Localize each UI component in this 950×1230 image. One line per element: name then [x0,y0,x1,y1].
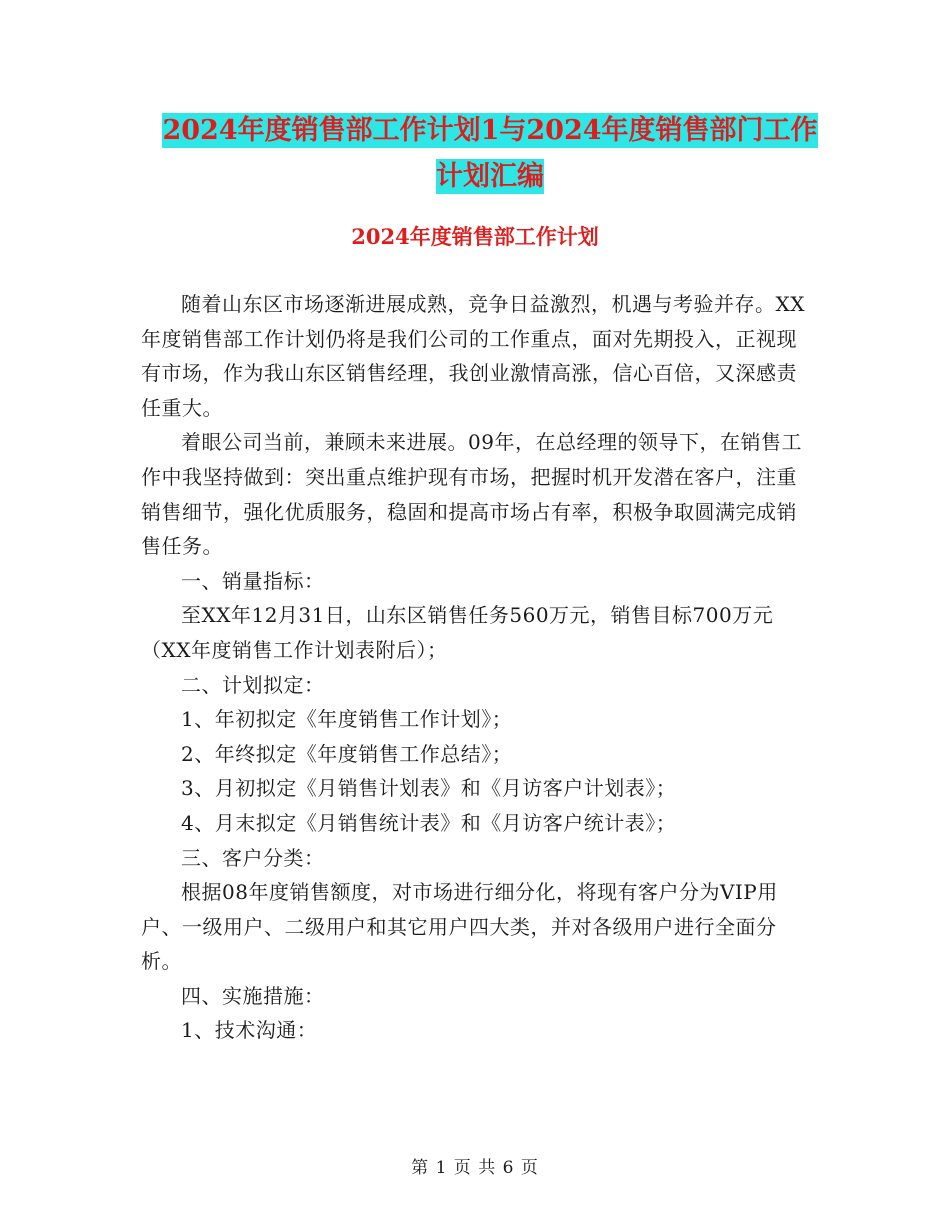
heading-plan: 二、计划拟定： [181,672,325,697]
page-footer: 第 1 页 共 6 页 [411,1158,539,1178]
heading-customer-classification: 三、客户分类： [181,845,325,870]
document-body [141,287,811,1048]
document-title-line2: 计划汇编 [436,161,544,192]
document-title-line1: 2024年度销售部工作计划1与2024年度销售部门工作 [162,115,818,146]
heading-measures: 四、实施措施： [181,983,325,1008]
list-item: 4、月末拟定《月销售统计表》和《月访客户统计表》； [181,810,677,835]
document-title [140,108,840,200]
list-item: 1、年初拟定《年度销售工作计划》； [181,707,513,732]
paragraph: 着眼公司当前，兼顾未来进展。09年，在总经理的领导下，在销售工作中我坚持做到：突出重点维护现有市场，把握时机开发潜在客户，注重销售细节，强化优质服务，稳固和提高市场占有率，积极争取圆满完成销售任务。 [141,430,802,559]
paragraph: 至XX年12月31日，山东区销售任务560万元，销售目标700万元（XX年度销售工作计划表附后）； [141,603,774,662]
heading-sales-target: 一、销量指标： [181,568,325,593]
paragraph: 根据08年度销售额度，对市场进行细分化，将现有客户分为VIP用户、一级用户、二级用户和其它用户四大类，并对各级用户进行全面分析。 [141,880,778,974]
list-item: 3、月初拟定《月销售计划表》和《月访客户计划表》； [181,776,677,801]
list-item: 1、技术沟通： [181,1018,318,1043]
list-item: 2、年终拟定《年度销售工作总结》； [181,741,513,766]
paragraph: 随着山东区市场逐渐进展成熟，竞争日益激烈，机遇与考验并存。XX年度销售部工作计划仍将是我们公司的工作重点，面对先期投入，正视现有市场，作为我山东区销售经理，我创业激情高涨，信心百倍，又深感责任重大。 [141,292,805,420]
section-title: 2024年度销售部工作计划 [351,224,599,249]
